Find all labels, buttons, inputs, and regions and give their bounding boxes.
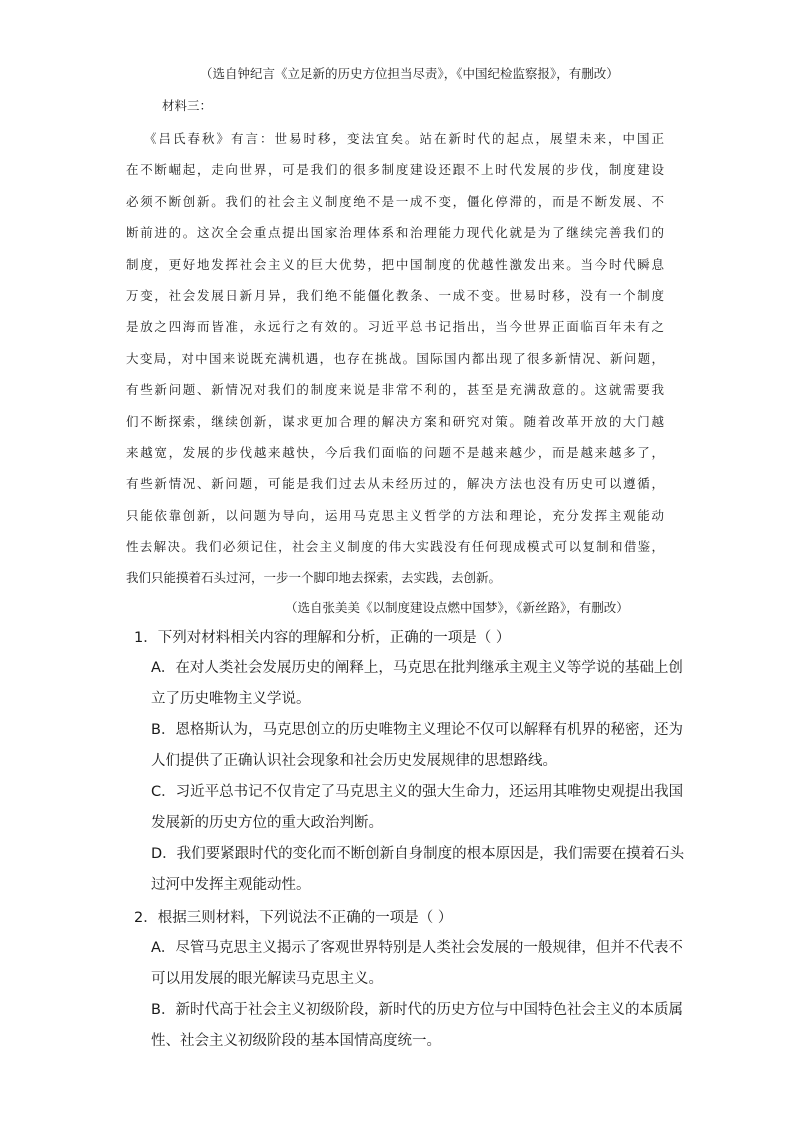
paragraph-line: 制度，更好地发挥社会主义的巨大优势，把中国制度的优越性激发出来。当今时代瞬息 <box>126 256 664 272</box>
option-text: B．恩格斯认为，马克思创立的历史唯物主义理论不仅可以解释有机界的秘密，还为 <box>151 722 683 738</box>
option-text: 人们提供了正确认识社会现象和社会历史发展规律的思想路线。 <box>151 753 557 769</box>
paragraph-line: 性去解决。我们必须记住，社会主义制度的伟大实践没有任何现成模式可以复制和借鉴， <box>126 539 664 555</box>
option-c[interactable] <box>134 781 684 843</box>
paragraph-line: 《吕氏春秋》有言：世易时移，变法宜矣。站在新时代的起点，展望未来，中国正 <box>144 131 664 146</box>
option-text: B．新时代高于社会主义初级阶段，新时代的历史方位与中国特色社会主义的本质属 <box>151 1002 683 1018</box>
option-text: 性、社会主义初级阶段的基本国情高度统一。 <box>151 1033 441 1049</box>
paragraph-line: 大变局，对中国来说既充满机遇，也存在挑战。国际国内都出现了很多新情况、新问题， <box>126 350 664 366</box>
option-text: A．尽管马克思主义揭示了客观世界特别是人类社会发展的一般规律，但并不代表不 <box>151 940 683 956</box>
paragraph-line: 万变，社会发展日新月异，我们绝不能僵化教条、一成不变。世易时移，没有一个制度 <box>126 287 664 303</box>
option-text: 立了历史唯物主义学说。 <box>151 691 311 707</box>
option-a[interactable] <box>134 657 683 719</box>
option-text: A．在对人类社会发展历史的阐释上，马克思在批判继承主观主义等学说的基础上创 <box>151 660 683 676</box>
paragraph-line: 有些新问题、新情况对我们的制度来说是非常不利的，甚至是充满敌意的。这就需要我 <box>126 382 664 398</box>
paragraph-line: 只能依靠创新，以问题为导向，运用马克思主义哲学的方法和理论，充分发挥主观能动 <box>126 507 664 523</box>
option-text: 过河中发挥主观能动性。 <box>151 877 311 893</box>
paragraph-line: 来越宽，发展的步伐越来越快，今后我们面临的问题不是越来越少，而是越来越多了， <box>126 444 664 460</box>
paragraph-line: 我们只能摸着石头过河，一步一个脚印地去探索，去实践，去创新。 <box>126 570 502 586</box>
question-stem: 2．根据三则材料，下列说法不正确的一项是（ ） <box>134 910 453 926</box>
option-b[interactable] <box>134 719 683 781</box>
question-2 <box>134 907 683 1061</box>
material3-source: （选自张美美《以制度建设点燃中国梦》，《新丝路》，有删改） <box>285 600 629 615</box>
option-b[interactable] <box>134 999 683 1061</box>
question-stem: 1．下列对材料相关内容的理解和分析，正确的一项是（ ） <box>134 630 511 646</box>
option-text: D．我们要紧跟时代的变化而不断创新自身制度的根本原因是，我们需要在摸着石头 <box>151 846 685 862</box>
paragraph-line: 断前进的。这次全会重点提出国家治理体系和治理能力现代化就是为了继续完善我们的 <box>126 225 664 241</box>
paragraph-line: 必须不断创新。我们的社会主义制度绝不是一成不变，僵化停滞的，而是不断发展、不 <box>126 193 664 209</box>
paragraph-line: 们不断探索，继续创新，谋求更加合理的解决方案和研究对策。随着改革开放的大门越 <box>126 413 664 429</box>
option-text: 发展新的历史方位的重大政治判断。 <box>151 815 383 831</box>
question-1 <box>134 627 685 905</box>
option-a[interactable] <box>134 937 683 999</box>
option-d[interactable] <box>134 843 685 905</box>
paragraph-line: 有些新情况、新问题，可能是我们过去从未经历过的，解决方法也没有历史可以遵循， <box>126 476 664 492</box>
option-text: C．习近平总书记不仅肯定了马克思主义的强大生命力，还运用其唯物史观提出我国 <box>151 784 684 800</box>
material2-source: （选自钟纪言《立足新的历史方位担当尽责》，《中国纪检监察报》，有删改） <box>200 66 619 81</box>
paragraph-line: 是放之四海而皆准，永远行之有效的。习近平总书记指出，当今世界正面临百年未有之 <box>126 319 664 335</box>
option-text: 可以用发展的眼光解读马克思主义。 <box>151 971 383 987</box>
material3-label: 材料三： <box>162 98 213 113</box>
paragraph-line: 在不断崛起，走向世界，可是我们的很多制度建设还跟不上时代发展的步伐，制度建设 <box>126 162 664 178</box>
material3-paragraph <box>126 128 664 599</box>
